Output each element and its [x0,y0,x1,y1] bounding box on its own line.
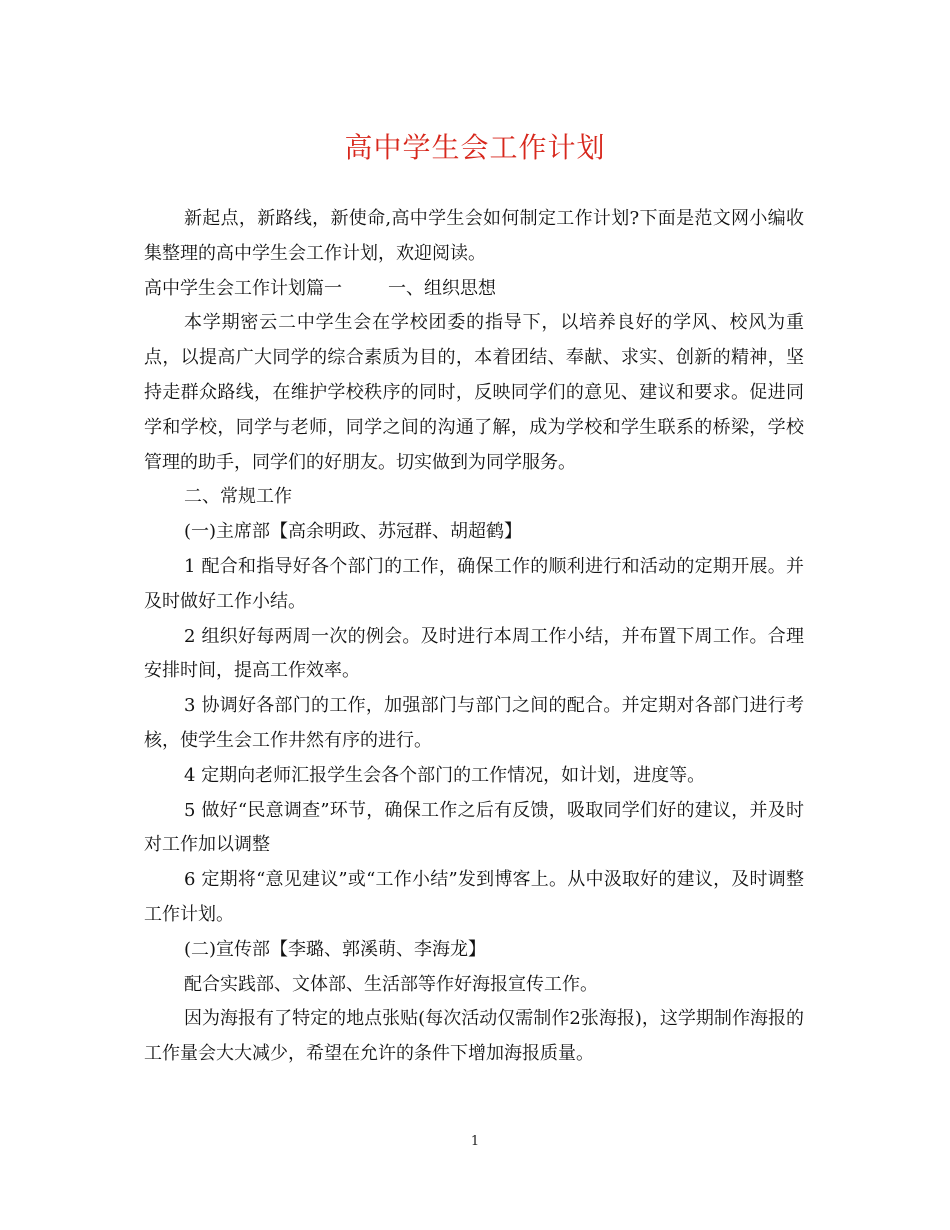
section-heading-line [144,272,804,307]
page-number: 1 [470,1134,480,1149]
section-heading: 二、常规工作 [184,486,292,508]
list-item: 5 做好“民意调查”环节，确保工作之后有反馈，吸取同学们好的建议，并及时对工作加以调整 [144,799,804,856]
subsection-heading: (二)宣传部【李璐、郭溪萌、李海龙】 [184,938,487,960]
plan-part-label: 高中学生会工作计划篇一 [144,277,342,299]
document-title: 高中学生会工作计划 [344,131,606,164]
body-paragraph: 配合实践部、文体部、生活部等作好海报宣传工作。 [184,973,598,995]
body-paragraph: 本学期密云二中学生会在学校团委的指导下，以培养良好的学风、校风为重点，以提高广大同学的综合素质为目的，本着团结、奉献、求实、创新的精神，坚持走群众路线，在维护学校秩序的同时，反映同学们的意见、建议和要求。促进同学和学校，同学与老师，同学之间的沟通了解，成为学校和学生联系的桥梁，学校管理的助手，同学们的好朋友。切实做到为同学服务。 [144,312,804,473]
list-item: 6 定期将“意见建议”或“工作小结”发到博客上。从中汲取好的建议，及时调整工作计划。 [144,869,804,925]
list-item: 4 定期向老师汇报学生会各个部门的工作情况，如计划，进度等。 [184,764,706,786]
list-item: 1 配合和指导好各个部门的工作，确保工作的顺利进行和活动的定期开展。并及时做好工作小结。 [144,555,804,612]
document-body [144,202,804,1072]
section-heading: 一、组织思想 [388,277,496,299]
list-item: 3 协调好各部门的工作，加强部门与部门之间的配合。并定期对各部门进行考核，使学生会工作井然有序的进行。 [144,695,804,751]
list-item: 2 组织好每两周一次的例会。及时进行本周工作小结，并布置下周工作。合理安排时间，提高工作效率。 [144,625,804,682]
subsection-heading: (一)主席部【高余明政、苏冠群、胡超鹤】 [184,521,523,543]
intro-paragraph: 新起点，新路线，新使命,高中学生会如何制定工作计划?下面是范文网小编收集整理的高中学生会工作计划，欢迎阅读。 [144,208,804,264]
body-paragraph: 因为海报有了特定的地点张贴(每次活动仅需制作2张海报)，这学期制作海报的工作量会大大减少，希望在允许的条件下增加海报质量。 [144,1008,804,1065]
